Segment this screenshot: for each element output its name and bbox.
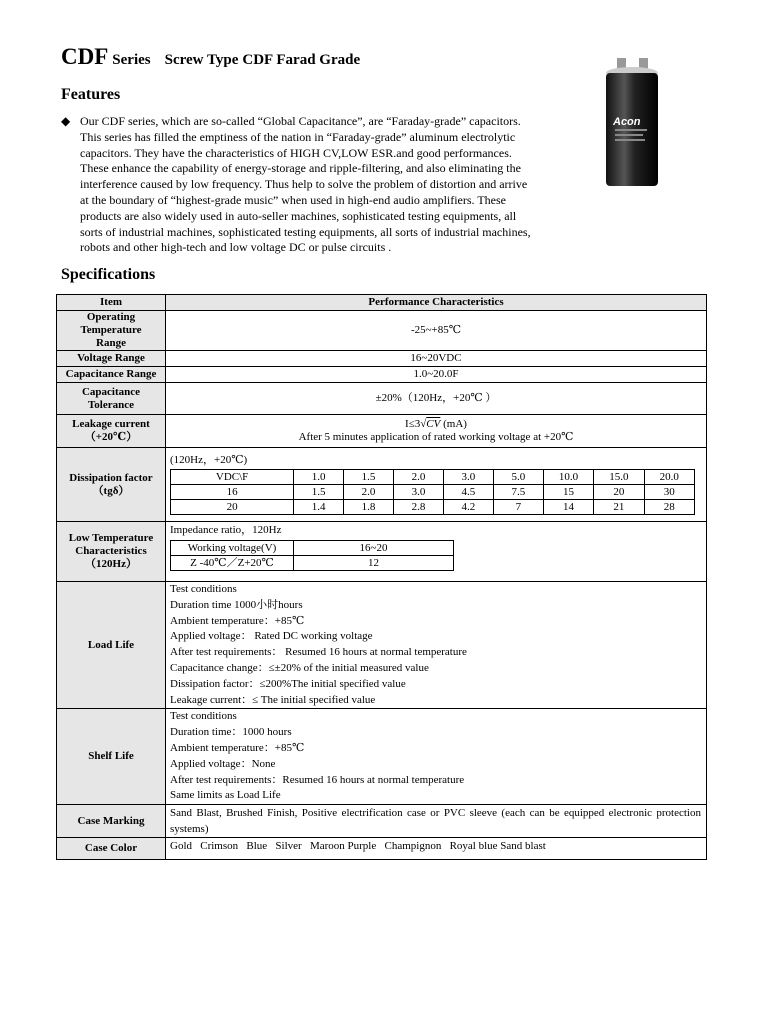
capacitance-range-label: Capacitance Range [57, 367, 166, 383]
table-row [57, 582, 707, 709]
table-row [171, 500, 695, 515]
shelf-life-line: Test conditions [170, 710, 237, 723]
capacitance-range-value: 1.0~20.0F [166, 367, 707, 383]
table-cell: 4.5 [443, 485, 493, 500]
sqrt-icon: √ [420, 418, 427, 430]
load-life-line: Capacitance change：≤±20% of the initial measured value [170, 661, 429, 674]
table-row: Z -40℃／Z+20℃ 12 [171, 556, 454, 571]
capacitor-image [603, 55, 663, 189]
table-cell: 7.5 [493, 485, 543, 500]
leakage-note: After 5 minutes application of rated working voltage at +20℃ [298, 431, 574, 443]
operating-temp-label: Operating Temperature Range [57, 311, 166, 351]
case-color-label: Case Color [57, 838, 166, 860]
type-label: Screw Type [164, 52, 239, 68]
capacitance-tolerance-value: ±20%（120Hz，+20℃ ） [166, 383, 707, 415]
load-life-value [166, 582, 707, 709]
capacitor-label-line [615, 134, 643, 136]
table-header-cell: VDC\F [171, 470, 294, 485]
features-line: products are also widely used in auto-seller machines, sophisticated testing equipments, all [80, 208, 517, 223]
capacitor-label-line [615, 139, 645, 141]
shelf-life-label: Shelf Life [57, 709, 166, 805]
table-row [57, 351, 707, 367]
leakage-current-value [166, 415, 707, 448]
shelf-life-value [166, 709, 707, 805]
item-header: Item [57, 295, 166, 311]
capacitance-tolerance-label: Capacitance Tolerance [57, 383, 166, 415]
specifications-table [56, 294, 707, 860]
case-color-value: Gold Crimson Blue Silver Maroon Purple Champignon Royal blue Sand blast [166, 838, 707, 860]
leakage-current-label: Leakage current （+20℃） [57, 415, 166, 448]
impedance-table [170, 540, 454, 571]
table-cell: 16 [171, 485, 294, 500]
low-temperature-label: Low Temperature Characteristics （120Hz） [57, 522, 166, 582]
features-line: at the boundary of “highest-grade music” when used in high-end audio amplifiers. These [80, 192, 506, 207]
table-row [57, 415, 707, 448]
load-life-line: Duration time 1000小时hours [170, 598, 303, 611]
table-row [57, 805, 707, 838]
table-cell: 20 [594, 485, 644, 500]
table-cell: 28 [644, 500, 694, 515]
table-cell: 7 [493, 500, 543, 515]
shelf-life-line: Same limits as Load Life [170, 789, 281, 802]
table-row [57, 367, 707, 383]
table-header-cell: 10.0 [543, 470, 593, 485]
load-life-line: Dissipation factor：≤200%The initial specified value [170, 677, 406, 690]
table-row [57, 311, 707, 351]
shelf-life-line: Ambient temperature：+85℃ [170, 741, 305, 754]
low-temperature-value [166, 522, 707, 582]
table-cell: 3.0 [394, 485, 444, 500]
load-life-line: After test requirements： Resumed 16 hours at normal temperature [170, 646, 467, 659]
load-life-line: Leakage current：≤ The initial specified value [170, 693, 376, 706]
table-row [57, 383, 707, 415]
document-title [61, 44, 360, 70]
table-cell: 20 [171, 500, 294, 515]
table-cell: 2.8 [394, 500, 444, 515]
capacitor-brand-logo: Acon [613, 116, 641, 128]
table-row [171, 470, 695, 485]
load-life-line: Applied voltage： Rated DC working voltage [170, 630, 373, 643]
features-heading: Features [61, 86, 121, 103]
table-header-cell: 1.0 [294, 470, 344, 485]
table-header-cell: 15.0 [594, 470, 644, 485]
dissipation-factor-value [166, 448, 707, 522]
dissipation-condition: (120Hz，+20℃) [170, 454, 248, 466]
case-marking-label: Case Marking [57, 805, 166, 838]
diamond-bullet-icon: ◆ [61, 114, 71, 128]
shelf-life-line: After test requirements：Resumed 16 hours at normal temperature [170, 773, 465, 786]
shelf-life-line: Duration time：1000 hours [170, 726, 292, 739]
dissipation-factor-label: Dissipation factor （tgδ） [57, 448, 166, 522]
table-cell: 1.5 [294, 485, 344, 500]
low-temperature-condition: Impedance ratio，120Hz [170, 524, 282, 536]
specifications-heading: Specifications [61, 266, 156, 283]
load-life-label: Load Life [57, 582, 166, 709]
features-line: robots and other high-tech and low voltage DC or pulse circuits . [80, 240, 392, 255]
table-row [171, 485, 695, 500]
performance-header: Performance Characteristics [166, 295, 707, 311]
grade-label: CDF Farad Grade [242, 52, 361, 68]
capacitor-label-line [615, 129, 647, 131]
table-header-cell: 3.0 [443, 470, 493, 485]
operating-temp-value: -25~+85℃ [166, 311, 707, 351]
features-line: Our CDF series, which are so-called “Global Capacitance”, are “Faraday-grade” capacitors. [80, 114, 521, 128]
series-code: CDF [61, 44, 109, 69]
table-cell: 15 [543, 485, 593, 500]
table-cell: 30 [644, 485, 694, 500]
table-header-row [57, 295, 707, 311]
series-word: Series [112, 52, 151, 68]
table-row [57, 709, 707, 805]
table-row [57, 838, 707, 860]
table-cell: 4.2 [443, 500, 493, 515]
load-life-line: Test conditions [170, 583, 237, 595]
features-line: interference caused by low frequency. Thus help to solve the problem of distortion and arrive [80, 177, 528, 192]
features-line: These enhance the capability of energy-storage and ripple-filtering, and also eliminating the [80, 161, 521, 176]
table-header-cell: 20.0 [644, 470, 694, 485]
table-cell: 14 [543, 500, 593, 515]
table-cell: 1.4 [294, 500, 344, 515]
table-row [57, 448, 707, 522]
voltage-range-label: Voltage Range [57, 351, 166, 367]
features-line: capacitors. They have the characteristics of HIGH CV,LOW ESR.and good performances. [80, 145, 512, 160]
table-cell: 21 [594, 500, 644, 515]
load-life-line: Ambient temperature：+85℃ [170, 614, 305, 627]
features-paragraph [61, 114, 581, 256]
table-cell: 2.0 [344, 485, 394, 500]
shelf-life-line: Applied voltage：None [170, 757, 276, 770]
table-header-cell: 2.0 [394, 470, 444, 485]
voltage-range-value: 16~20VDC [166, 351, 707, 367]
table-cell: 1.8 [344, 500, 394, 515]
case-marking-value: Sand Blast, Brushed Finish, Positive electrification case or PVC sleeve (each can be equipped electronic protection systems) [166, 805, 707, 838]
features-line: This series has filled the emptiness of the nation in “Faraday-grade” aluminum electrolytic [80, 129, 516, 144]
features-line: sorts of industrial machines, sophisticated testing equipments, all sorts of industrial machines, [80, 224, 531, 239]
table-row: Working voltage(V) 16~20 [171, 541, 454, 556]
leakage-formula: I≤3√CV (mA) [405, 418, 467, 430]
dissipation-table [170, 469, 695, 515]
table-header-cell: 1.5 [344, 470, 394, 485]
table-row [57, 522, 707, 582]
table-header-cell: 5.0 [493, 470, 543, 485]
